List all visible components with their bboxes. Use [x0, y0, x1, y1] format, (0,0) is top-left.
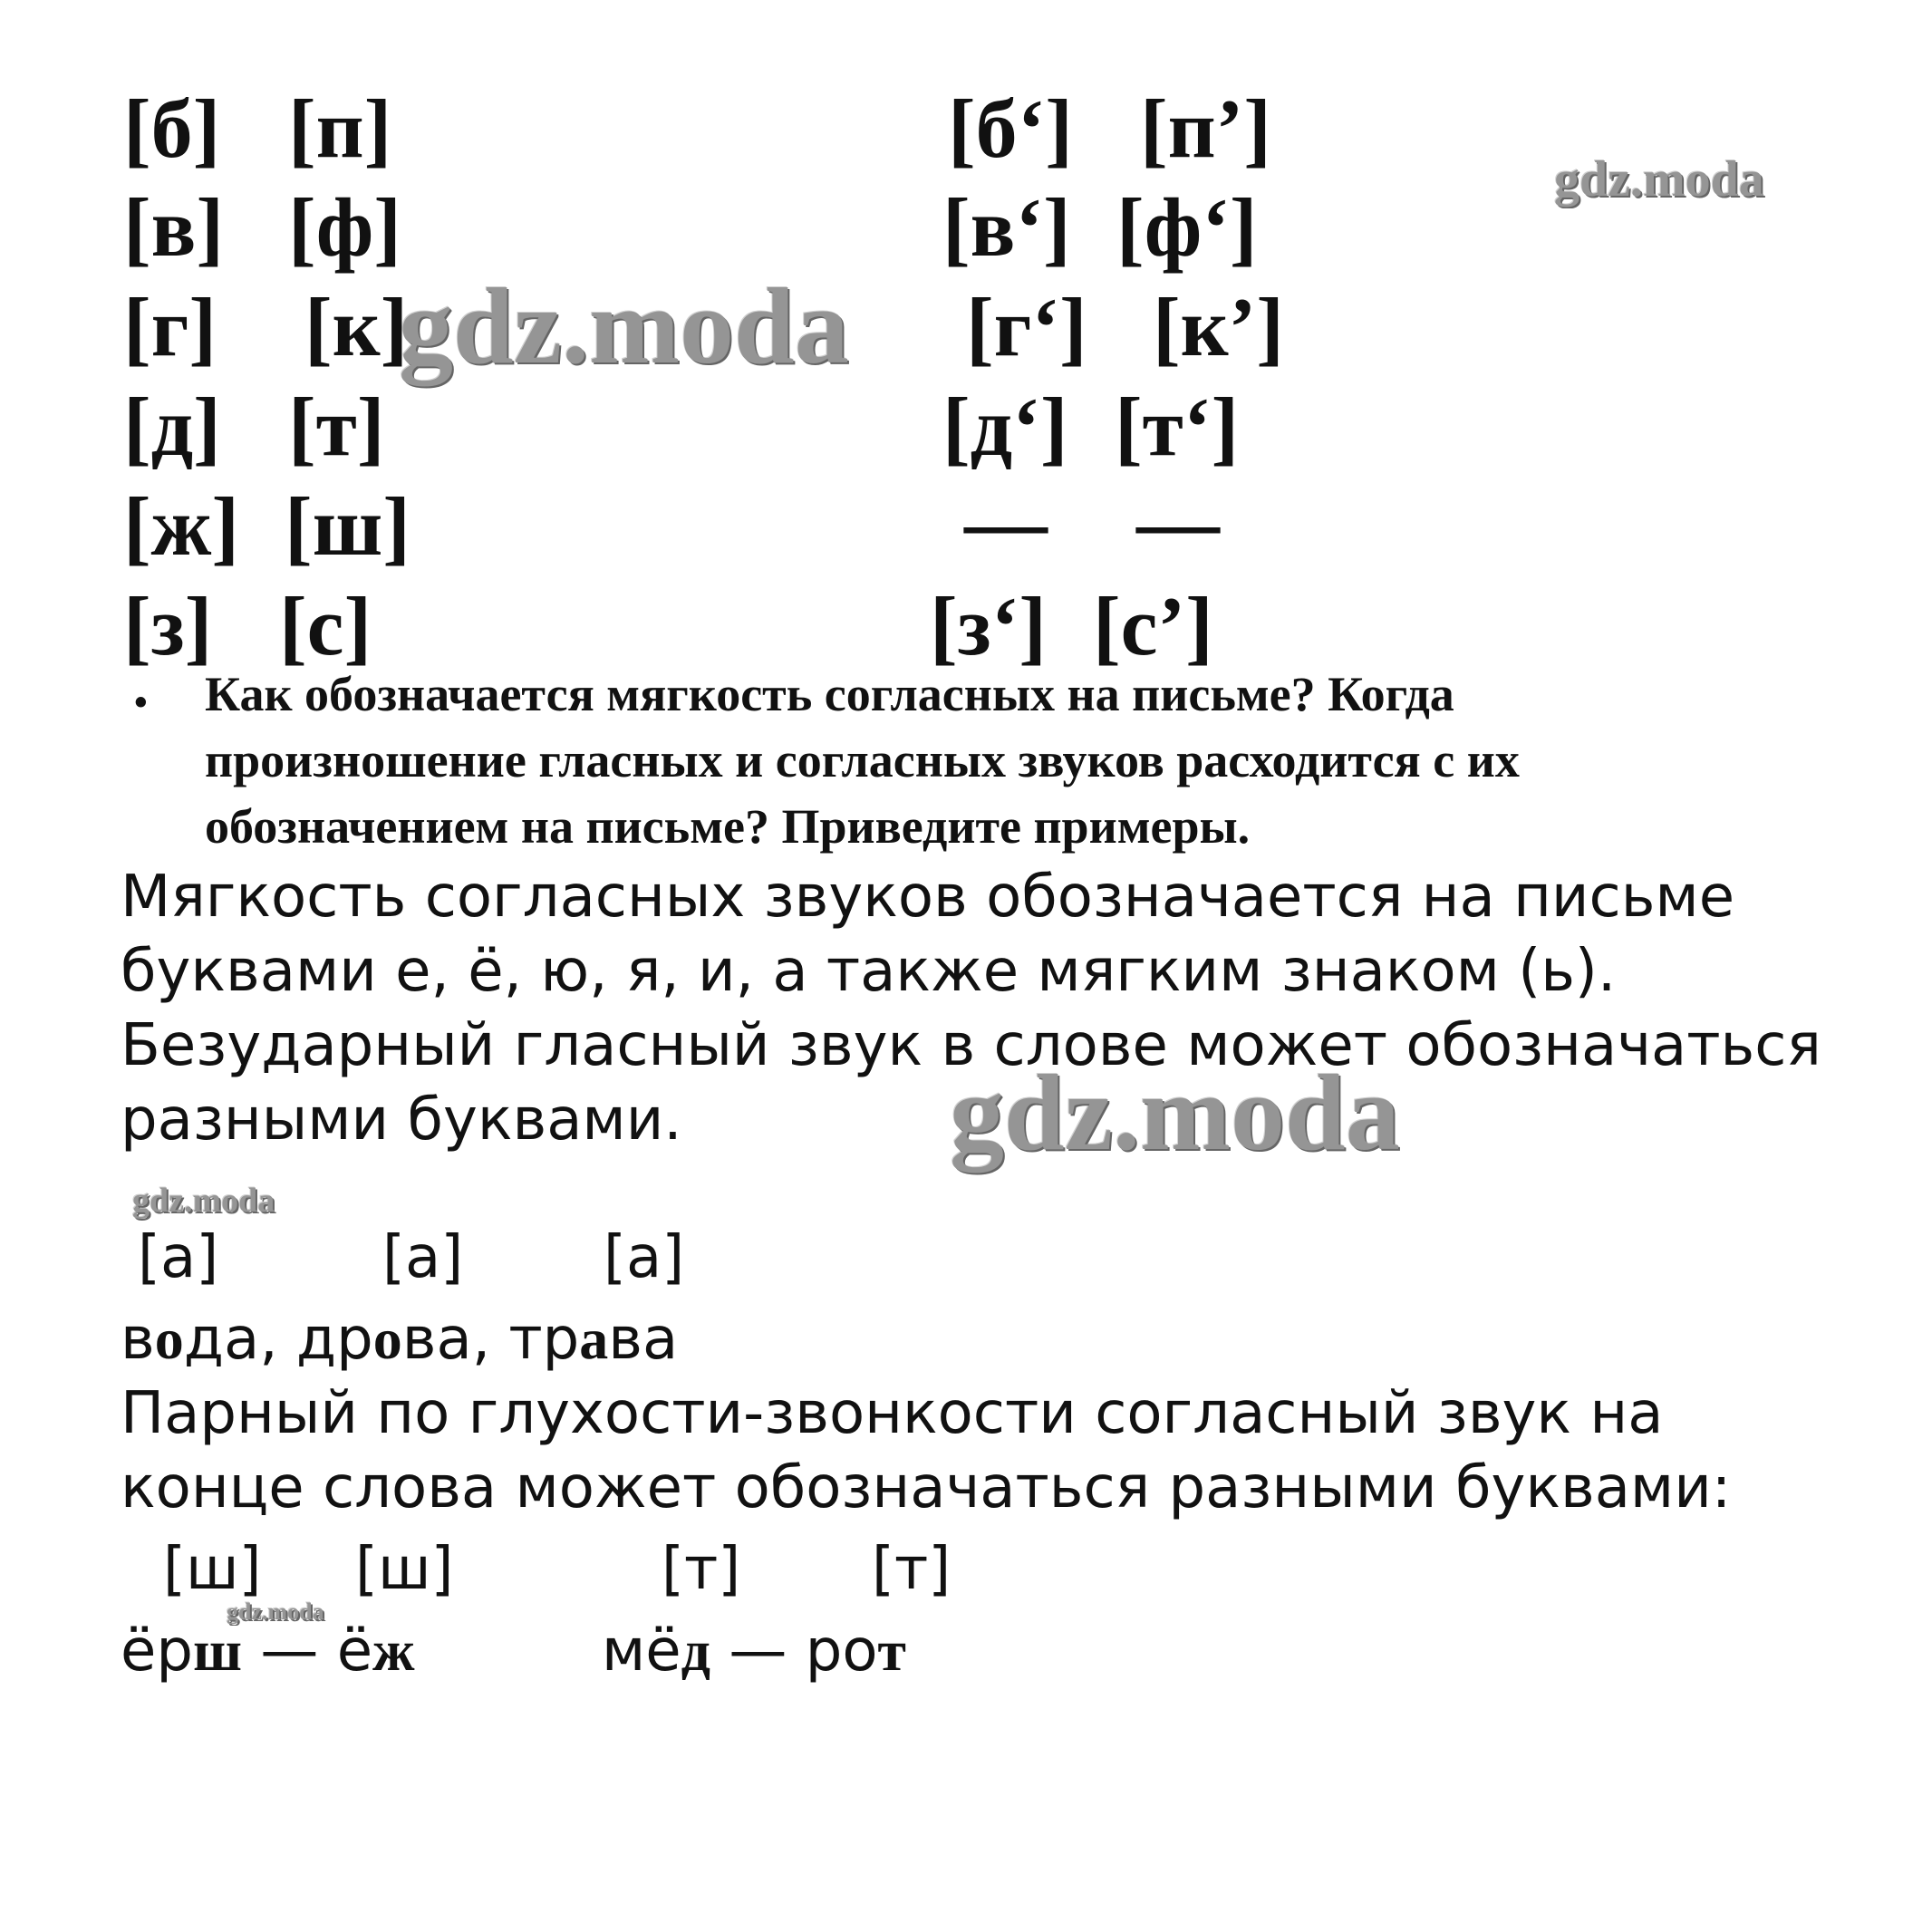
pair-right-2: [в‘] — [942, 181, 1071, 274]
pair-left-b-2: [ф] — [288, 181, 401, 274]
transcription-1: [а] — [138, 1224, 219, 1291]
word-drova-a: др — [295, 1306, 373, 1373]
answer-line-4: разными буквами. — [121, 1086, 682, 1154]
question-line-3: обозначением на письме? Приведите примеры. — [205, 799, 1251, 854]
pair-left-4: [д] — [123, 381, 221, 473]
pair-right-1: [б‘] — [948, 82, 1073, 175]
word-voda-b: о — [154, 1307, 184, 1371]
consonant-line-1: Парный по глухости-звонкости согласный звук на — [121, 1380, 1664, 1447]
pair-right-b-4: [т‘] — [1115, 381, 1240, 473]
c-transcription-3: [т] — [662, 1536, 741, 1603]
pair-left-b-6: [с] — [279, 580, 372, 672]
watermark-logo-4: gdz.moda — [132, 1182, 275, 1220]
vowel-examples — [121, 1306, 679, 1373]
watermark-logo-3: gdz.moda — [950, 1052, 1400, 1173]
word-yozh-a: ё — [336, 1617, 373, 1685]
c-transcription-1: [ш] — [163, 1536, 262, 1603]
bullet-icon: • — [134, 682, 148, 724]
word-drova-c: ва, — [401, 1306, 509, 1373]
pair-right-b-6: [с’] — [1093, 580, 1213, 672]
answer-line-3: Безударный гласный звук в слове может обозначаться — [121, 1012, 1821, 1079]
watermark-logo-1: gdz.moda — [1554, 151, 1764, 208]
answer-line-2: буквами е, ё, ю, я, и, а также мягким знаком (ь). — [121, 938, 1617, 1005]
word-drova-b: о — [372, 1307, 402, 1371]
pair-left-1: [б] — [123, 82, 221, 175]
word-voda-c: да, — [183, 1306, 296, 1373]
pair-right-6: [з‘] — [930, 580, 1047, 672]
pair-left-2: [в] — [123, 181, 224, 274]
consonant-examples-2 — [602, 1617, 906, 1685]
transcription-3: [а] — [604, 1224, 685, 1291]
word-yorsh-b: ш — [193, 1618, 243, 1683]
word-trava-c: ва — [608, 1306, 679, 1373]
pair-left-b-5: [ш] — [285, 480, 411, 573]
pair-left-b-4: [т] — [288, 381, 385, 473]
pair-right-b-2: [ф‘] — [1116, 181, 1258, 274]
dash-1: — — [242, 1617, 337, 1685]
word-rot-a: ро — [805, 1617, 878, 1685]
word-trava-b: а — [579, 1307, 609, 1371]
pair-left-3: [г] — [123, 281, 217, 373]
word-voda-a: в — [121, 1306, 155, 1373]
word-myod-a: мё — [602, 1617, 681, 1685]
question-line-1: Как обозначается мягкость согласных на письме? Когда — [205, 667, 1454, 721]
answer-line-1: Мягкость согласных звуков обозначается на письме — [121, 864, 1735, 931]
pair-left-6: [з] — [123, 580, 213, 672]
word-yozh-b: ж — [372, 1618, 415, 1683]
word-myod-b: д — [681, 1618, 711, 1683]
pair-left-b-1: [п] — [288, 82, 392, 175]
c-transcription-4: [т] — [872, 1536, 952, 1603]
pair-left-5: [ж] — [123, 480, 239, 573]
pair-right-b-3: [к’] — [1153, 281, 1284, 373]
watermark-logo-2: gdz.moda — [399, 266, 849, 386]
consonant-line-2: конце слова может обозначаться разными буквами: — [121, 1454, 1732, 1521]
transcription-2: [а] — [382, 1224, 464, 1291]
question-line-2: произношение гласных и согласных звуков расходится с их — [205, 733, 1520, 787]
c-transcription-2: [ш] — [355, 1536, 454, 1603]
pair-left-b-3: [к] — [304, 281, 409, 373]
dash-2: — — [710, 1617, 806, 1685]
word-yorsh-a: ёр — [121, 1617, 193, 1685]
pair-right-4: [д‘] — [942, 381, 1068, 473]
consonant-examples-1 — [121, 1617, 415, 1685]
pair-right-5-dash: — — [964, 476, 1048, 568]
word-rot-b: т — [877, 1618, 906, 1683]
watermark-logo-5: gdz.moda — [227, 1598, 324, 1625]
pair-right-3: [г‘] — [966, 281, 1087, 373]
pair-right-b-1: [п’] — [1140, 82, 1271, 175]
pair-right-b-5-dash: — — [1136, 476, 1220, 568]
word-trava-a: тр — [508, 1306, 580, 1373]
